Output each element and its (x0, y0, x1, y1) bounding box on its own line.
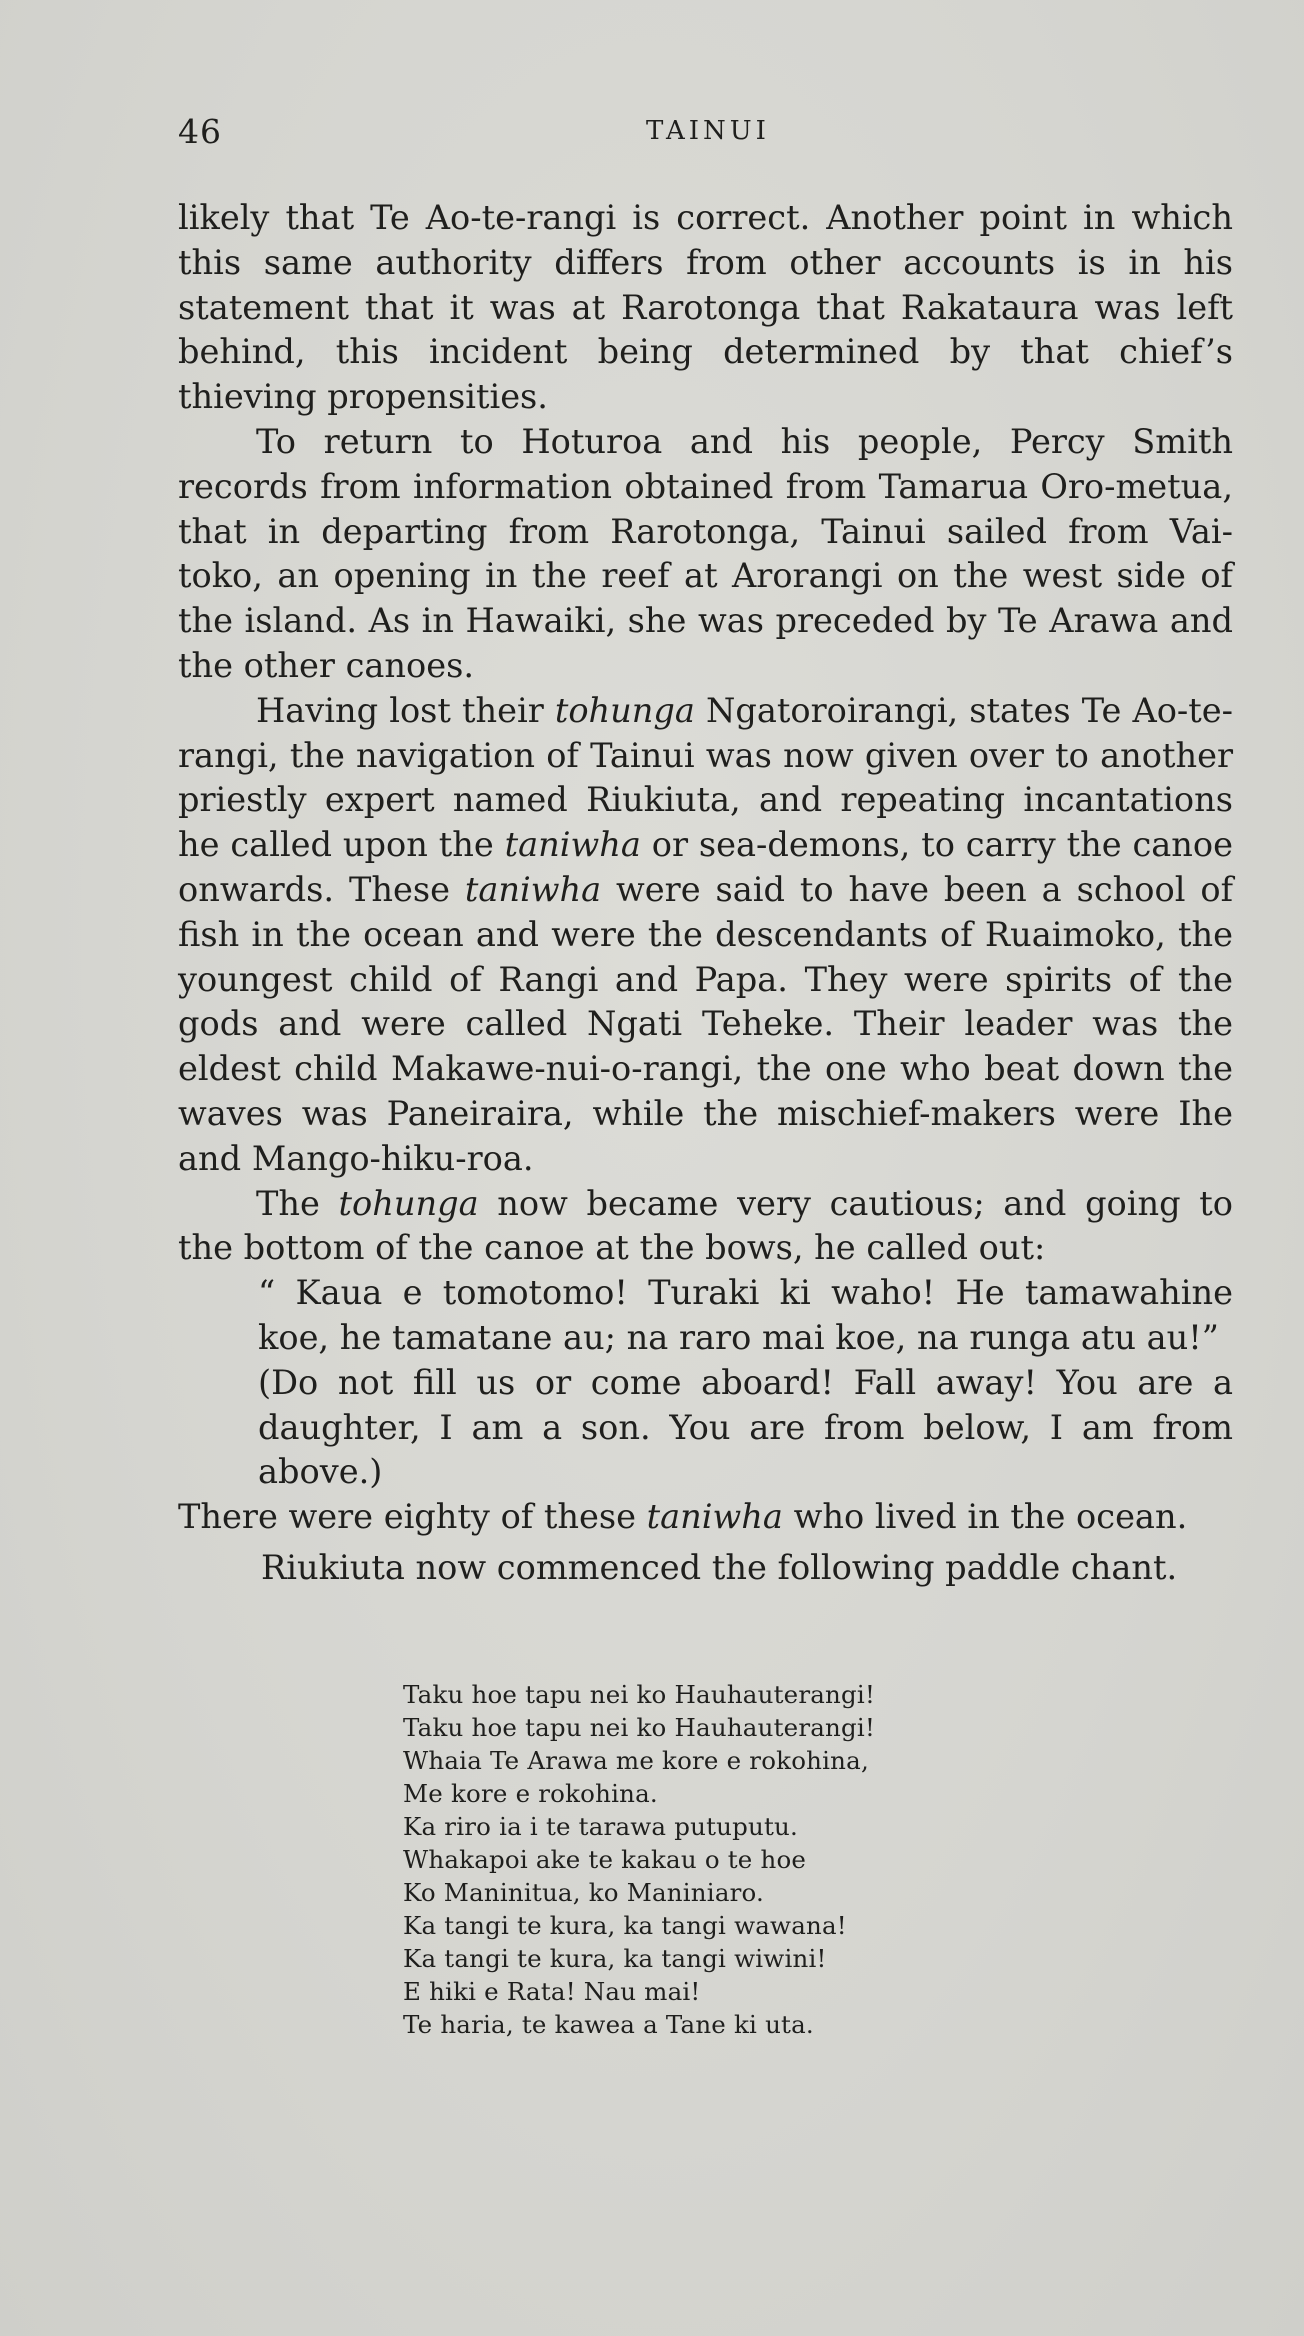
chant-line: Me kore e rokohina. (403, 1779, 658, 1808)
chant-line: Whaia Te Arawa me kore e rokohina, (403, 1746, 869, 1775)
italic-term: taniwha (464, 869, 602, 909)
text-run: Having lost their (256, 690, 555, 730)
chant-line: Te haria, te kawea a Tane ki uta. (403, 2010, 814, 2039)
paragraph-3 (178, 689, 1233, 1182)
chant-line: Ko Maninitua, ko Maniniaro. (403, 1878, 765, 1907)
paddle-chant (403, 1678, 875, 2041)
text-run: Ngatoroirangi, states Te Ao-te-rangi, the navigation of Tainui was now given over to another priestly expert named Riukiuta, and repeating incantations he called upon the (178, 690, 1233, 865)
text-run: The (256, 1183, 339, 1223)
text-run: now became very cautious; and going to the bottom of the canoe at the bows, he called out: (178, 1183, 1233, 1268)
page-number: 46 (178, 112, 222, 151)
chant-line: Whakapoi ake te kakau o te hoe (403, 1845, 807, 1874)
chant-line: Ka tangi te kura, ka tangi wawana! (403, 1911, 847, 1940)
chant-line: Taku hoe tapu nei ko Hauhauterangi! (403, 1680, 875, 1709)
chant-line: Ka riro ia i te tarawa putuputu. (403, 1812, 798, 1841)
paragraph-1: likely that Te Ao-te-rangi is correct. Another point in which this same authority differs from other accounts is in his statement that it was at Rarotonga that Rakataura was left behind, this incident being determined by that chief’s thieving propensities. (178, 198, 1233, 417)
body-text (178, 196, 1233, 1591)
running-head: TAINUI (646, 116, 770, 146)
text-run: or sea-demons, to carry the canoe onwards. These (178, 825, 1233, 909)
text-run: were said to have been a school of fish in the ocean and were the descendants of Ruaimoko, the youngest child of Rangi and Papa. They were spirits of the gods and were called Ngati Teheke. Their leader was the eldest child Makawe-nui-o-rangi, the one who beat down the waves was Paneiraira, while the mischief-makers were Ihe and Mango-hiku-roa. (178, 869, 1233, 1178)
page-header (178, 112, 1238, 162)
paragraph-2: To return to Hoturoa and his people, Percy Smith records from information obtained from Tamarua Oro-metua, that in departing from Rarotonga, Tainui sailed from Vai-toko, an opening in the reef at Arorangi on the west side of the island. As in Hawaiki, she was preceded by Te Arawa and the other canoes. (178, 421, 1233, 685)
chant-line: E hiki e Rata! Nau mai! (403, 1977, 701, 2006)
text-run: who lived in the ocean. (782, 1497, 1188, 1537)
paragraph-5 (178, 1495, 1233, 1540)
italic-term: taniwha (646, 1497, 783, 1537)
chant-line: Ka tangi te kura, ka tangi wiwini! (403, 1944, 827, 1973)
text-run: There were eighty of these (178, 1497, 647, 1537)
chant-line: Taku hoe tapu nei ko Hauhauterangi! (403, 1713, 875, 1742)
maori-quote: “ Kaua e tomotomo! Turaki ki waho! He tamawahine koe, he tamatane au; na raro mai koe, na runga atu au!” (258, 1273, 1233, 1357)
italic-term: tohunga (554, 690, 695, 730)
quote-translation: (Do not fill us or come aboard! Fall away! You are a daughter, I am a son. You are from below, I am from above.) (258, 1362, 1233, 1492)
italic-term: taniwha (504, 825, 641, 865)
paragraph-6: Riukiuta now commenced the following paddle chant. (261, 1547, 1178, 1587)
paragraph-4 (178, 1182, 1233, 1272)
italic-term: tohunga (338, 1183, 479, 1223)
